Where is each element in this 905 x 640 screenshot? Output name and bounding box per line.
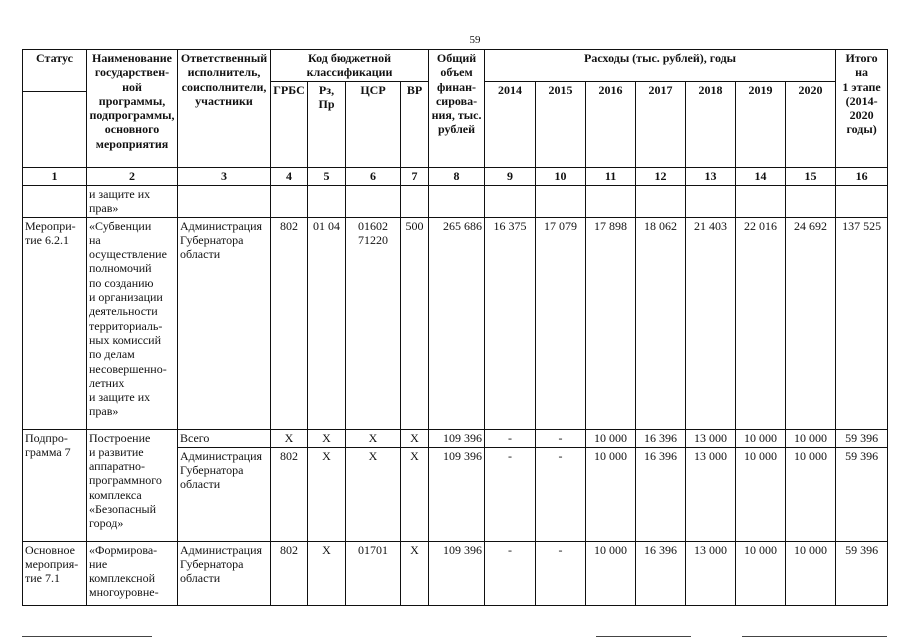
column-number: 9 [485, 167, 536, 185]
cell-stage-total [836, 185, 888, 217]
cell-year: - [485, 429, 536, 447]
page-number: 59 [469, 34, 481, 46]
header-year-2020: 2020 [786, 81, 836, 167]
cell-year: 10 000 [736, 429, 786, 447]
table-row [23, 217, 888, 429]
cell-total [429, 185, 485, 217]
cell-total: 265 686 [429, 217, 485, 429]
cell-year [485, 185, 536, 217]
cell-status: Основное мероприя- тие 7.1 [23, 541, 87, 605]
header-vr: ВР [401, 81, 429, 167]
cell-year: - [536, 447, 586, 541]
table-row [23, 541, 888, 605]
column-number: 11 [586, 167, 636, 185]
cell-stage-total: 59 396 [836, 429, 888, 447]
cell-rzpr [308, 185, 346, 217]
cell-total: 109 396 [429, 541, 485, 605]
header-name: Наименование государствен- ной программы, подпрограммы, основного мероприятия [87, 50, 178, 168]
cell-year: 10 000 [786, 429, 836, 447]
header-rzpr: Рз, Пр [308, 81, 346, 167]
cell-vr: 500 [401, 217, 429, 429]
column-number: 16 [836, 167, 888, 185]
cell-csr: X [346, 447, 401, 541]
cell-year: 18 062 [636, 217, 686, 429]
header-grbs: ГРБС [271, 81, 308, 167]
cell-stage-total: 59 396 [836, 447, 888, 541]
header-year-2014: 2014 [485, 81, 536, 167]
column-number-row [23, 167, 888, 185]
cell-rzpr: X [308, 429, 346, 447]
header-year-2016: 2016 [586, 81, 636, 167]
cell-csr: 01602 71220 [346, 217, 401, 429]
cell-year [636, 185, 686, 217]
column-number: 4 [271, 167, 308, 185]
header-year-2017: 2017 [636, 81, 686, 167]
header-status: Статус [23, 50, 87, 92]
cell-csr: 01701 [346, 541, 401, 605]
cell-name: «Субвенции на осуществление полномочий по созданию и организации деятельности территориаль- ных комиссий по делам несовершенно- летних и защите их прав» [87, 217, 178, 429]
cell-year: 10 000 [786, 447, 836, 541]
cell-stage-total: 59 396 [836, 541, 888, 605]
column-number: 15 [786, 167, 836, 185]
cell-year [786, 185, 836, 217]
header-status-spacer [23, 91, 87, 167]
cell-year: - [485, 447, 536, 541]
header-budget-code: Код бюджетной классификации [271, 50, 429, 82]
cell-status [23, 185, 87, 217]
header-expenses: Расходы (тыс. рублей), годы [485, 50, 836, 82]
cell-year: 10 000 [586, 429, 636, 447]
cell-vr [401, 185, 429, 217]
cell-vr: X [401, 447, 429, 541]
cell-grbs [271, 185, 308, 217]
cell-rzpr: X [308, 541, 346, 605]
cell-year: 10 000 [786, 541, 836, 605]
cell-grbs: 802 [271, 217, 308, 429]
cell-year: 21 403 [686, 217, 736, 429]
cell-year: 17 079 [536, 217, 586, 429]
cell-year: 10 000 [736, 541, 786, 605]
cell-year [536, 185, 586, 217]
cell-executor: Администрация Губернатора области [178, 447, 271, 541]
budget-table [22, 49, 888, 606]
column-number: 13 [686, 167, 736, 185]
header-csr: ЦСР [346, 81, 401, 167]
cell-grbs: 802 [271, 541, 308, 605]
column-number: 10 [536, 167, 586, 185]
cell-year: - [485, 541, 536, 605]
cell-year: 24 692 [786, 217, 836, 429]
cell-stage-total: 137 525 [836, 217, 888, 429]
column-number: 3 [178, 167, 271, 185]
cell-csr [346, 185, 401, 217]
cell-csr: X [346, 429, 401, 447]
column-number: 8 [429, 167, 485, 185]
cell-year: 10 000 [736, 447, 786, 541]
column-number: 7 [401, 167, 429, 185]
cell-vr: X [401, 429, 429, 447]
table-row [23, 429, 888, 447]
cell-executor: Администрация Губернатора области [178, 541, 271, 605]
cell-executor: Администрация Губернатора области [178, 217, 271, 429]
cell-year: 13 000 [686, 541, 736, 605]
cell-grbs: 802 [271, 447, 308, 541]
cell-year: - [536, 541, 586, 605]
column-number: 14 [736, 167, 786, 185]
cell-year [586, 185, 636, 217]
cell-year: 10 000 [586, 541, 636, 605]
footer-rule-right [742, 636, 887, 637]
cell-year: 17 898 [586, 217, 636, 429]
cell-year: 13 000 [686, 447, 736, 541]
cell-year: 16 375 [485, 217, 536, 429]
header-year-2015: 2015 [536, 81, 586, 167]
cell-vr: X [401, 541, 429, 605]
cell-year [736, 185, 786, 217]
cell-grbs: X [271, 429, 308, 447]
cell-year [686, 185, 736, 217]
cell-status: Меропри- тие 6.2.1 [23, 217, 87, 429]
header-stage-total: Итого на 1 этапе (2014- 2020 годы) [836, 50, 888, 168]
column-number: 2 [87, 167, 178, 185]
cell-year: 10 000 [586, 447, 636, 541]
cell-rzpr: X [308, 447, 346, 541]
cell-status: Подпро- грамма 7 [23, 429, 87, 541]
cell-year: 16 396 [636, 429, 686, 447]
column-number: 5 [308, 167, 346, 185]
cell-year: 13 000 [686, 429, 736, 447]
cell-year: - [536, 429, 586, 447]
column-number: 12 [636, 167, 686, 185]
cell-total: 109 396 [429, 429, 485, 447]
header-executor: Ответственный исполнитель, соисполнители, участники [178, 50, 271, 168]
footer-rule-left [22, 636, 152, 637]
cell-executor [178, 185, 271, 217]
cell-name: Построение и развитие аппаратно- программного комплекса «Безопасный город» [87, 429, 178, 541]
cell-rzpr: 01 04 [308, 217, 346, 429]
header-total-volume: Общий объем финан- сирова- ния, тыс. рублей [429, 50, 485, 168]
table-row [23, 185, 888, 217]
column-number: 1 [23, 167, 87, 185]
cell-executor: Всего [178, 429, 271, 447]
header-year-2018: 2018 [686, 81, 736, 167]
cell-year: 16 396 [636, 541, 686, 605]
cell-name: и защите их прав» [87, 185, 178, 217]
column-number: 6 [346, 167, 401, 185]
footer-rule-middle [596, 636, 691, 637]
cell-name: «Формирова- ние комплексной многоуровне- [87, 541, 178, 605]
cell-year: 22 016 [736, 217, 786, 429]
header-year-2019: 2019 [736, 81, 786, 167]
cell-total: 109 396 [429, 447, 485, 541]
cell-year: 16 396 [636, 447, 686, 541]
